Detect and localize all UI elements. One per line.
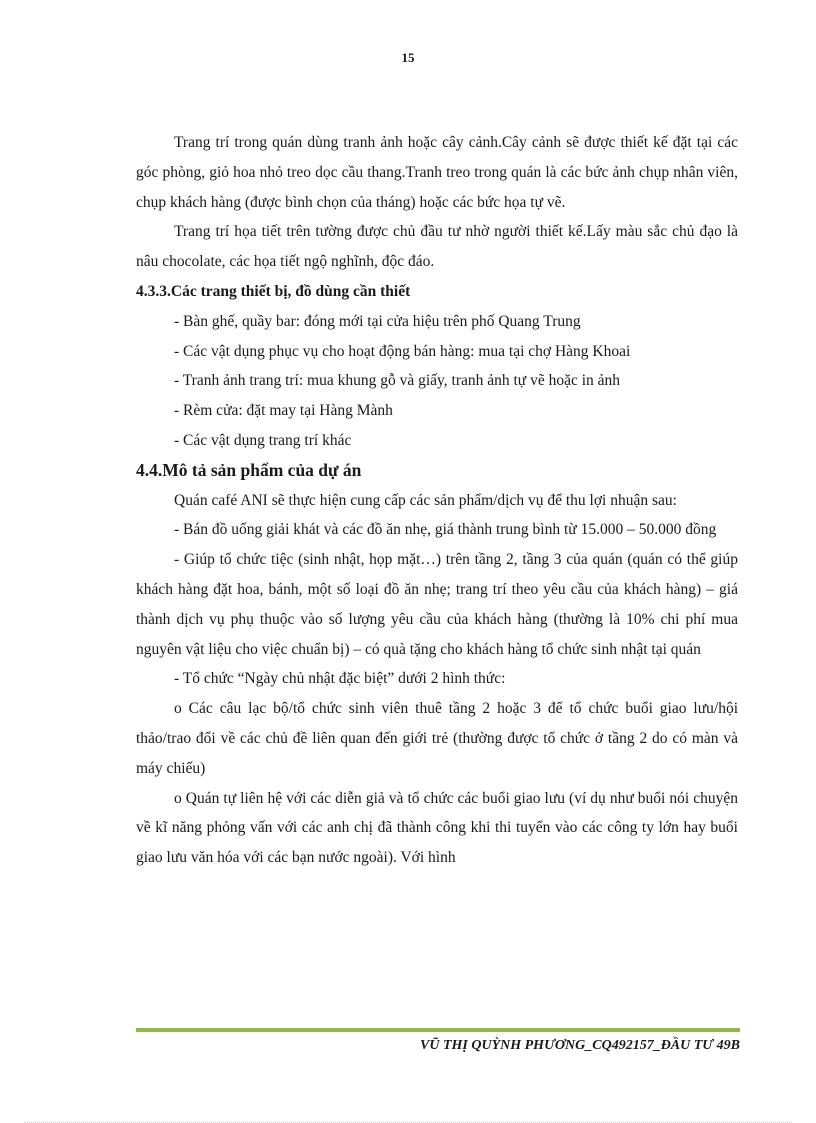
- footer-author: VŨ THỊ QUỲNH PHƯƠNG_CQ492157_ĐẦU TƯ 49B: [420, 1038, 740, 1053]
- special-sunday-option-2: o Quán tự liên hệ với các diễn giả và tổ chức các buổi giao lưu (ví dụ như buổi nói chuyện về kĩ năng phỏng vấn với các anh chị đã thành công khi thi tuyển vào các công ty lớn hay buổi giao lưu văn hóa với các bạn nước ngoài). Với hình: [136, 789, 738, 867]
- special-sunday-option-1: o Các câu lạc bộ/tổ chức sinh viên thuê tầng 2 hoặc 3 để tổ chức buổi giao lưu/hội thảo/trao đổi về các chủ đề liên quan đến giới trẻ (thường được tổ chức ở tầng 2 do có màn và máy chiếu): [136, 700, 738, 777]
- product-item-parties: - Giúp tổ chức tiệc (sinh nhật, họp mặt…) trên tầng 2, tầng 3 của quán (quán có thể giúp khách hàng đặt hoa, bánh, một số loại đồ ăn nhẹ; trang trí theo yêu cầu của khách hàng) – giá thành dịch vụ phụ thuộc vào số lượng yêu cầu của khách hàng (thường là 10% chi phí mua nguyên vật liệu cho việc chuẩn bị) – có quà tặng cho khách hàng tổ chức sinh nhật tại quán: [136, 551, 738, 658]
- product-item-special-sunday: - Tổ chức “Ngày chủ nhật đặc biệt” dưới 2 hình thức:: [174, 670, 506, 688]
- equipment-item: - Bàn ghế, quầy bar: đóng mới tại cửa hiệu trên phố Quang Trung: [174, 312, 581, 330]
- product-item-drinks: - Bán đồ uống giải khát và các đồ ăn nhẹ, giá thành trung bình từ 15.000 – 50.000 đồng: [174, 521, 717, 539]
- section-heading-4-3-3: 4.3.3.Các trang thiết bị, đồ dùng cần thiết: [136, 282, 411, 300]
- equipment-item: - Rèm cửa: đặt may tại Hàng Mành: [174, 402, 393, 420]
- paragraph-decor-1: Trang trí trong quán dùng tranh ảnh hoặc cây cảnh.Cây cảnh sẽ được thiết kế đặt tại các góc phòng, giỏ hoa nhỏ treo dọc cầu thang.Tranh treo trong quán là các bức ảnh chụp nhân viên, chụp khách hàng (được bình chọn của tháng) hoặc các bức họa tự vẽ.: [136, 134, 738, 211]
- equipment-item: - Các vật dụng phục vụ cho hoạt động bán hàng: mua tại chợ Hàng Khoai: [174, 342, 631, 360]
- section-heading-4-4: 4.4.Mô tả sản phẩm của dự án: [136, 459, 362, 480]
- product-intro: Quán café ANI sẽ thực hiện cung cấp các sản phẩm/dịch vụ để thu lợi nhuận sau:: [174, 491, 677, 509]
- equipment-item: - Các vật dụng trang trí khác: [174, 431, 352, 449]
- paragraph-decor-2: Trang trí họa tiết trên tường được chủ đầu tư nhờ người thiết kế.Lấy màu sắc chủ đạo là nâu chocolate, các họa tiết ngộ nghĩnh, độc đáo.: [136, 223, 738, 271]
- document-body: [136, 128, 738, 873]
- equipment-item: - Tranh ảnh trang trí: mua khung gỗ và giấy, tranh ảnh tự vẽ hoặc in ảnh: [174, 372, 621, 390]
- footer-divider: [136, 1028, 740, 1032]
- page-number: 15: [401, 50, 415, 65]
